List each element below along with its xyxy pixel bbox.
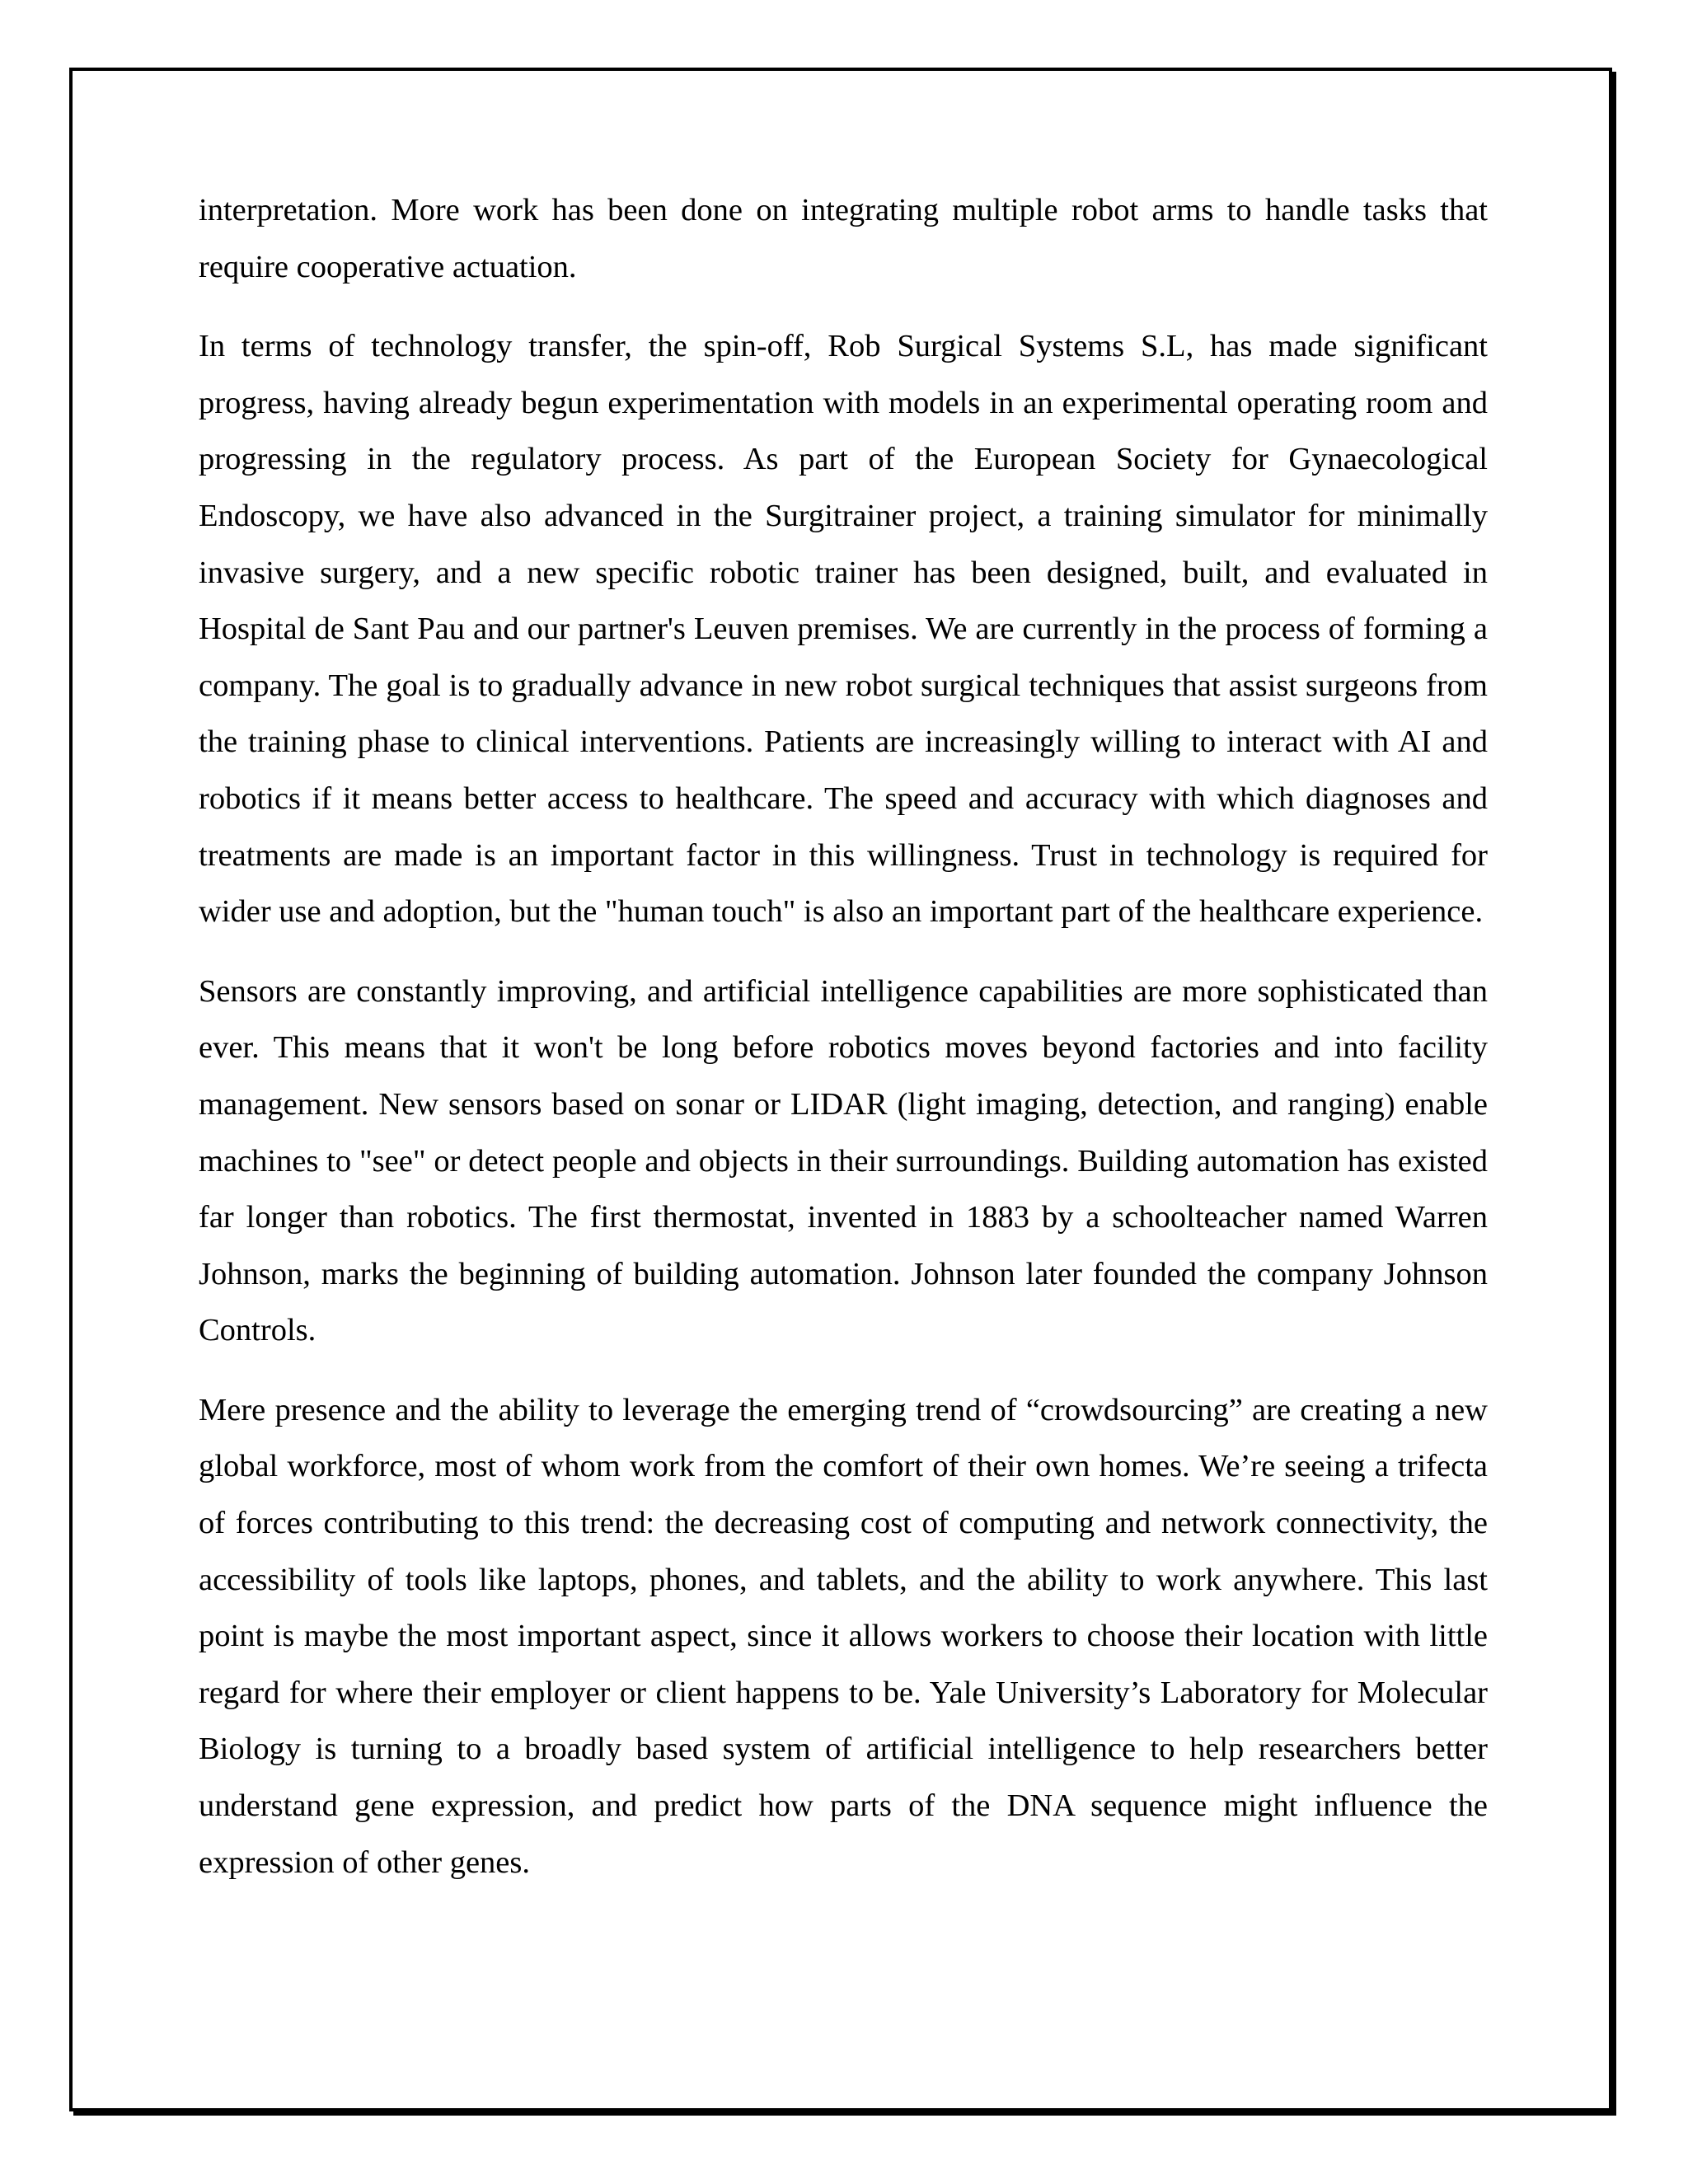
- paragraph-1: interpretation. More work has been done on integrating multiple robot arms to handle tasks that require cooperative actuation.: [199, 193, 1488, 284]
- paragraph-2: In terms of technology transfer, the spin-off, Rob Surgical Systems S.L, has made significant progress, having already begun experimentation with models in an experimental operating room and progressing in the regulatory process. As part of the European Society for Gynaecological Endoscopy, we have also advanced in the Surgitrainer project, a training simulator for minimally invasive surgery, and a new specific robotic trainer has been designed, built, and evaluated in Hospital de Sant Pau and our partner's Leuven premises. We are currently in the process of forming a company. The goal is to gradually advance in new robot surgical techniques that assist surgeons from the training phase to clinical interventions. Patients are increasingly willing to interact with AI and robotics if it means better access to healthcare. The speed and accuracy with which diagnoses and treatments are made is an important factor in this willingness. Trust in technology is required for wider use and adoption, but the "human touch" is also an important part of the healthcare experience.: [199, 329, 1488, 930]
- paragraph-3: Sensors are constantly improving, and artificial intelligence capabilities are more sophisticated than ever. This means that it won't be long before robotics moves beyond factories and into facility management. New sensors based on sonar or LIDAR (light imaging, detection, and ranging) enable machines to "see" or detect people and objects in their surroundings. Building automation has existed far longer than robotics. The first thermostat, invented in 1883 by a schoolteacher named Warren Johnson, marks the beginning of building automation. Johnson later founded the company Johnson Controls.: [199, 973, 1488, 1348]
- document-body: [199, 182, 1488, 1914]
- paragraph-4: Mere presence and the ability to leverage the emerging trend of “crowdsourcing” are creating a new global workforce, most of whom work from the comfort of their own homes. We’re seeing a trifecta of forces contributing to this trend: the decreasing cost of computing and network connectivity, the accessibility of tools like laptops, phones, and tablets, and the ability to work anywhere. This last point is maybe the most important aspect, since it allows workers to choose their location with little regard for where their employer or client happens to be. Yale University’s Laboratory for Molecular Biology is turning to a broadly based system of artificial intelligence to help researchers better understand gene expression, and predict how parts of the DNA sequence might influence the expression of other genes.: [199, 1392, 1488, 1880]
